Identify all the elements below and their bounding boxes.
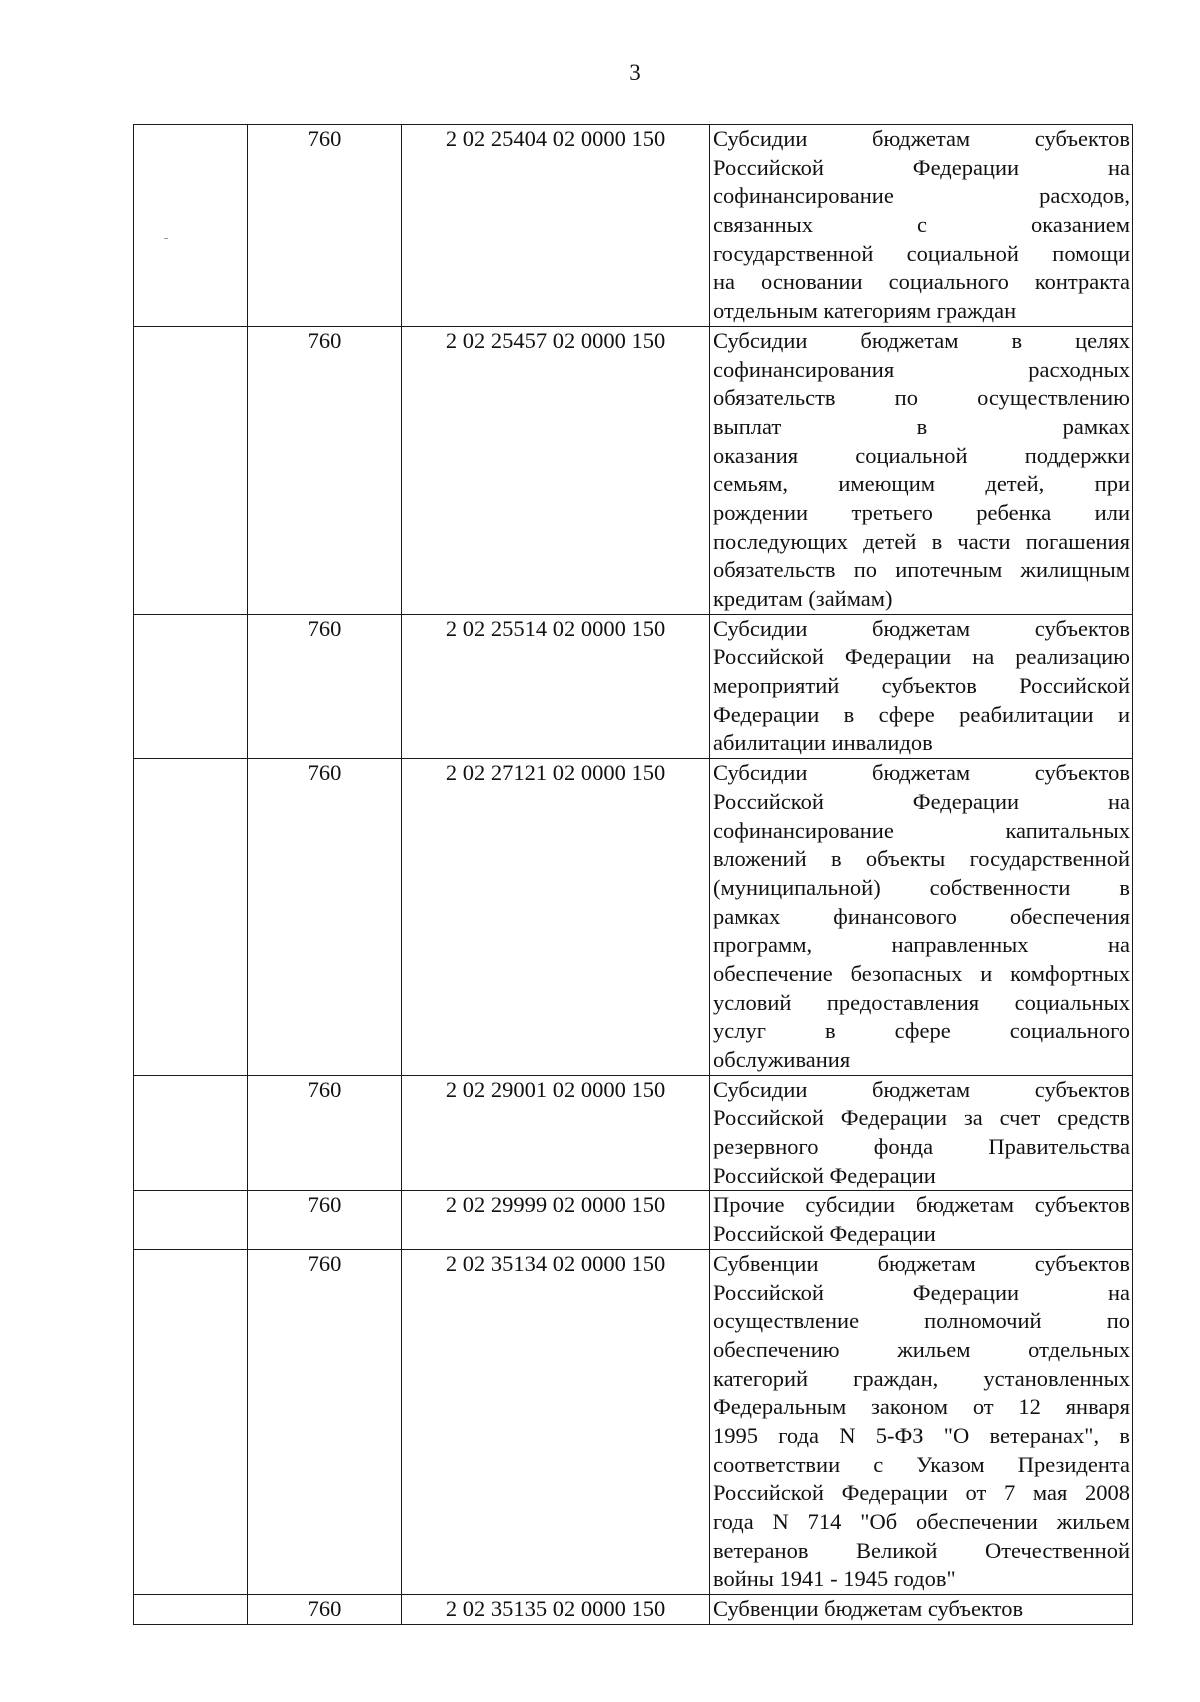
budget-code-cell: 2 02 35134 02 0000 150 [402,1249,710,1594]
description-line: семьям, имеющим детей, при [713,471,1130,497]
description-line: обеспечение безопасных и комфортных [713,960,1130,986]
table-row [134,125,1133,327]
description-line: обязательств по ипотечным жилищным [713,557,1130,583]
description-line: года N 714 "Об обеспечении жильем [713,1509,1130,1534]
admin-code-cell: 760 [248,1075,402,1191]
description-line: соответствии с Указом Президента [713,1451,1130,1477]
description-line: Федеральным законом от 12 января [713,1394,1130,1420]
description-line: Субсидии бюджетам субъектов [713,1076,1130,1102]
description-line: Российской Федерации на [713,1279,1130,1305]
description-line: Прочие субсидии бюджетам субъектов [713,1192,1130,1218]
budget-code-cell: 2 02 25404 02 0000 150 [402,125,710,327]
description-line: Субсидии бюджетам субъектов [713,615,1130,641]
description-line: осуществление полномочий по [713,1308,1130,1334]
description-line: (муниципальной) собственности в [713,874,1130,900]
budget-codes-table [133,124,1133,1625]
table-row [134,759,1133,1076]
description-cell [710,125,1133,327]
description-line: софинансирования расходных [713,356,1130,382]
description-line: условий предоставления социальных [713,989,1130,1015]
description-cell [710,614,1133,758]
description-line: резервного фонда Правительства [713,1134,1130,1160]
budget-code-cell: 2 02 29001 02 0000 150 [402,1075,710,1191]
description-line: услуг в сфере социального [713,1018,1130,1044]
description-line: категорий граждан, установленных [713,1365,1130,1391]
description-line: обязательств по осуществлению [713,385,1130,411]
description-line: Федерации в сфере реабилитации и [713,701,1130,727]
admin-code-cell: 760 [248,1191,402,1249]
empty-cell [134,1249,248,1594]
description-line: связанных с оказанием [713,212,1130,238]
description-line: рамках финансового обеспечения [713,903,1130,929]
empty-cell [134,614,248,758]
empty-cell [134,125,248,327]
table-row [134,1249,1133,1594]
description-line: отдельным категориям граждан [713,298,1017,324]
admin-code-cell: 760 [248,1249,402,1594]
table-row [134,614,1133,758]
description-line: Российской Федерации на реализацию [713,644,1130,670]
table-row [134,326,1133,614]
admin-code-cell: 760 [248,759,402,1076]
description-line: рождении третьего ребенка или [713,499,1130,525]
description-line: софинансирование капитальных [713,817,1130,843]
description-line: кредитам (займам) [713,586,893,611]
description-line: Субвенции бюджетам субъектов [713,1250,1130,1276]
page-number: 3 [629,60,641,85]
description-cell [710,759,1133,1076]
budget-code-cell: 2 02 35135 02 0000 150 [402,1595,710,1625]
description-line: Российской Федерации за счет средств [713,1105,1130,1131]
description-line: мероприятий субъектов Российской [713,673,1130,699]
description-line: оказания социальной поддержки [713,442,1130,468]
budget-code-cell: 2 02 29999 02 0000 150 [402,1191,710,1249]
description-line: программ, направленных на [713,932,1130,958]
budget-code-cell: 2 02 25457 02 0000 150 [402,326,710,614]
description-line: Российской Федерации [713,1221,936,1247]
budget-code-cell: 2 02 25514 02 0000 150 [402,614,710,758]
description-line: абилитации инвалидов [713,730,933,756]
empty-cell [134,326,248,614]
description-line: 1995 года N 5-ФЗ "О ветеранах", в [713,1422,1130,1448]
description-line: Российской Федерации от 7 мая 2008 [713,1480,1130,1506]
description-cell [710,1249,1133,1594]
description-cell [710,1191,1133,1249]
description-line: на основании социального контракта [713,269,1130,295]
description-line: Российской Федерации на [713,788,1130,814]
description-cell [710,1595,1133,1625]
description-line: обслуживания [713,1047,851,1072]
description-line: софинансирование расходов, [713,183,1130,209]
description-line: последующих детей в части погашения [713,528,1130,554]
description-line: обеспечению жильем отдельных [713,1336,1130,1362]
admin-code-cell: 760 [248,614,402,758]
table-row [134,1075,1133,1191]
description-cell [710,1075,1133,1191]
admin-code-cell: 760 [248,125,402,327]
description-line: государственной социальной помощи [713,240,1130,266]
empty-cell [134,1191,248,1249]
table-row [134,1191,1133,1249]
description-line: Субвенции бюджетам субъектов [713,1596,1024,1622]
table-body [134,125,1133,1625]
description-line: вложений в объекты государственной [713,846,1130,872]
description-cell [710,326,1133,614]
empty-cell [134,1075,248,1191]
description-line: Субсидии бюджетам субъектов [713,760,1130,786]
empty-cell [134,1595,248,1625]
description-line: Российской Федерации [713,1162,936,1188]
admin-code-cell: 760 [248,326,402,614]
description-line: ветеранов Великой Отечественной [713,1537,1130,1563]
empty-cell [134,759,248,1076]
description-line: Российской Федерации на [713,154,1130,180]
budget-code-cell: 2 02 27121 02 0000 150 [402,759,710,1076]
table-row [134,1595,1133,1625]
description-line: выплат в рамках [713,413,1130,439]
admin-code-cell: 760 [248,1595,402,1625]
description-line: Субсидии бюджетам субъектов [713,126,1130,151]
description-line: Субсидии бюджетам в целях [713,327,1130,353]
description-line: войны 1941 - 1945 годов" [713,1566,956,1592]
